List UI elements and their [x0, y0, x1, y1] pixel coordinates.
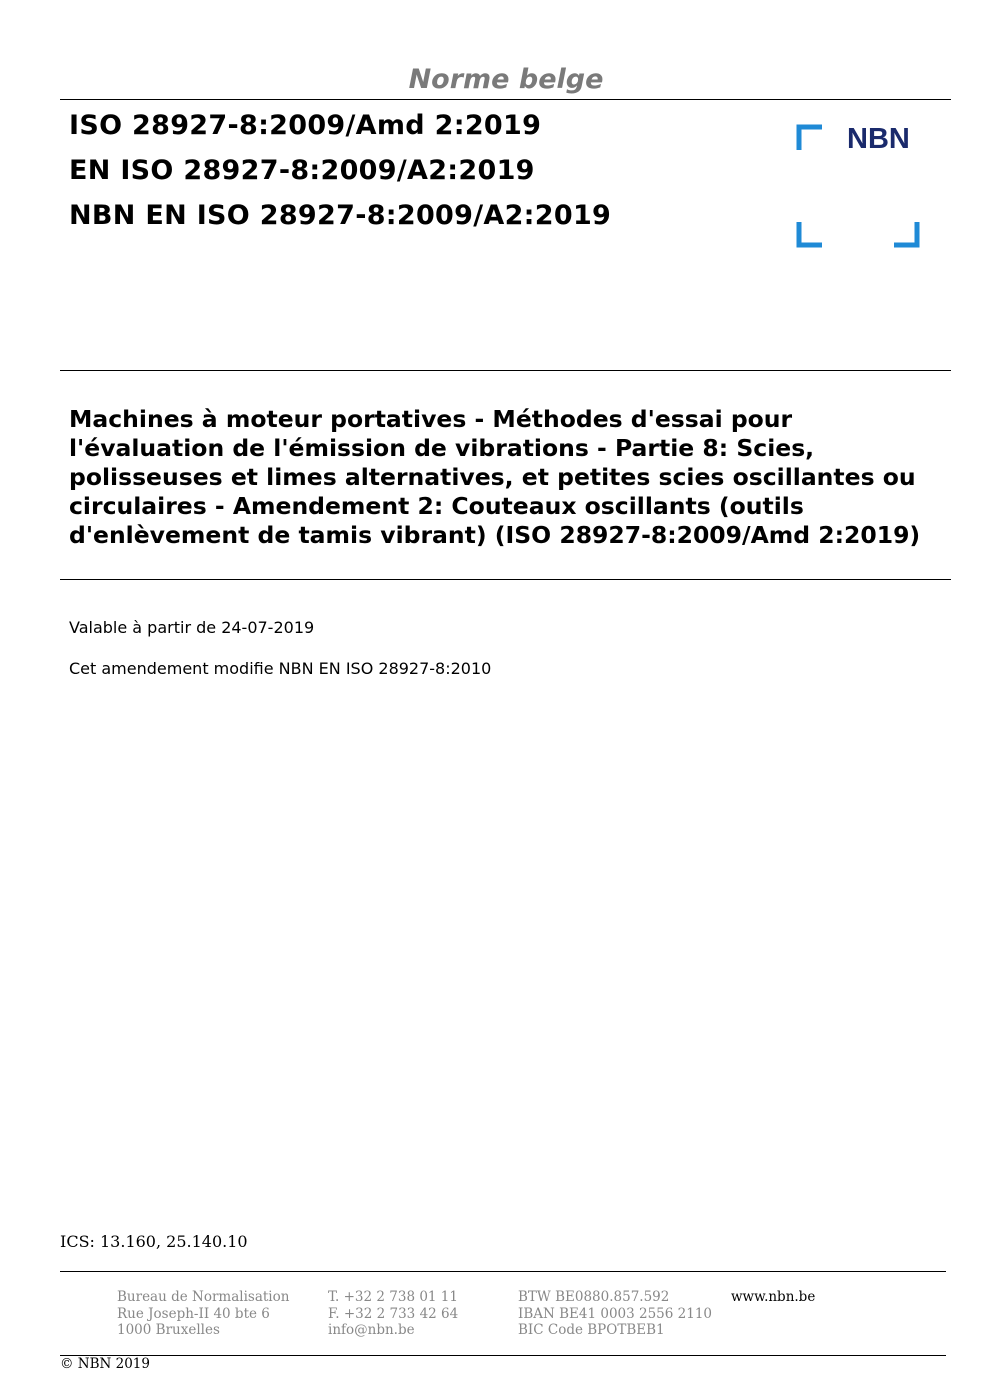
footer-website-link[interactable]: www.nbn.be [731, 1289, 816, 1305]
document-type-heading: Norme belge [408, 64, 604, 95]
footer-line: Rue Joseph-II 40 bte 6 [117, 1305, 270, 1322]
nbn-reference: NBN EN ISO 28927-8:2009/A2:2019 [69, 200, 612, 231]
ics-codes: ICS: 13.160, 25.140.10 [60, 1232, 248, 1251]
footer-line: BIC Code BPOTBEB1 [518, 1322, 665, 1338]
divider [60, 370, 951, 371]
amendment-note: Cet amendement modifie NBN EN ISO 28927-8:2010 [69, 659, 492, 678]
footer-phone: T. +32 2 738 01 11 [328, 1289, 458, 1305]
logo-corner-bottom-right [894, 222, 917, 245]
footer-divider [60, 1355, 946, 1356]
validity-date: Valable à partir de 24-07-2019 [69, 618, 315, 637]
iso-reference: ISO 28927-8:2009/Amd 2:2019 [69, 110, 542, 141]
footer-line: 1000 Bruxelles [117, 1322, 220, 1338]
divider [60, 99, 951, 100]
footer-contact [328, 1289, 458, 1339]
footer-line: IBAN BE41 0003 2556 2110 [518, 1305, 713, 1322]
divider [60, 579, 951, 580]
logo-corner-bottom-left [799, 222, 822, 245]
logo-corner-top-left [799, 127, 822, 150]
document-title: Machines à moteur portatives - Méthodes d'essai pour l'évaluation de l'émission de vibrations - Partie 8: Scies, polisseuses et limes alternatives, et petites scies oscillantes ou circulaires - Amendement 2: Couteaux oscillants (outils d'enlèvement de tamis vibrant) (ISO 28927-8:2009/Amd 2:2019) [69, 405, 921, 549]
logo-text: NBN [847, 124, 910, 155]
footer-bank [518, 1289, 712, 1339]
nbn-logo [796, 124, 920, 248]
footer-line: Bureau de Normalisation [117, 1289, 290, 1305]
footer-divider [60, 1271, 946, 1272]
footer-address [117, 1289, 289, 1339]
footer-email-link[interactable]: info@nbn.be [328, 1322, 415, 1338]
footer-fax: F. +32 2 733 42 64 [328, 1305, 459, 1322]
footer-line: BTW BE0880.857.592 [518, 1289, 670, 1305]
en-reference: EN ISO 28927-8:2009/A2:2019 [69, 155, 535, 186]
copyright: © NBN 2019 [60, 1356, 150, 1372]
